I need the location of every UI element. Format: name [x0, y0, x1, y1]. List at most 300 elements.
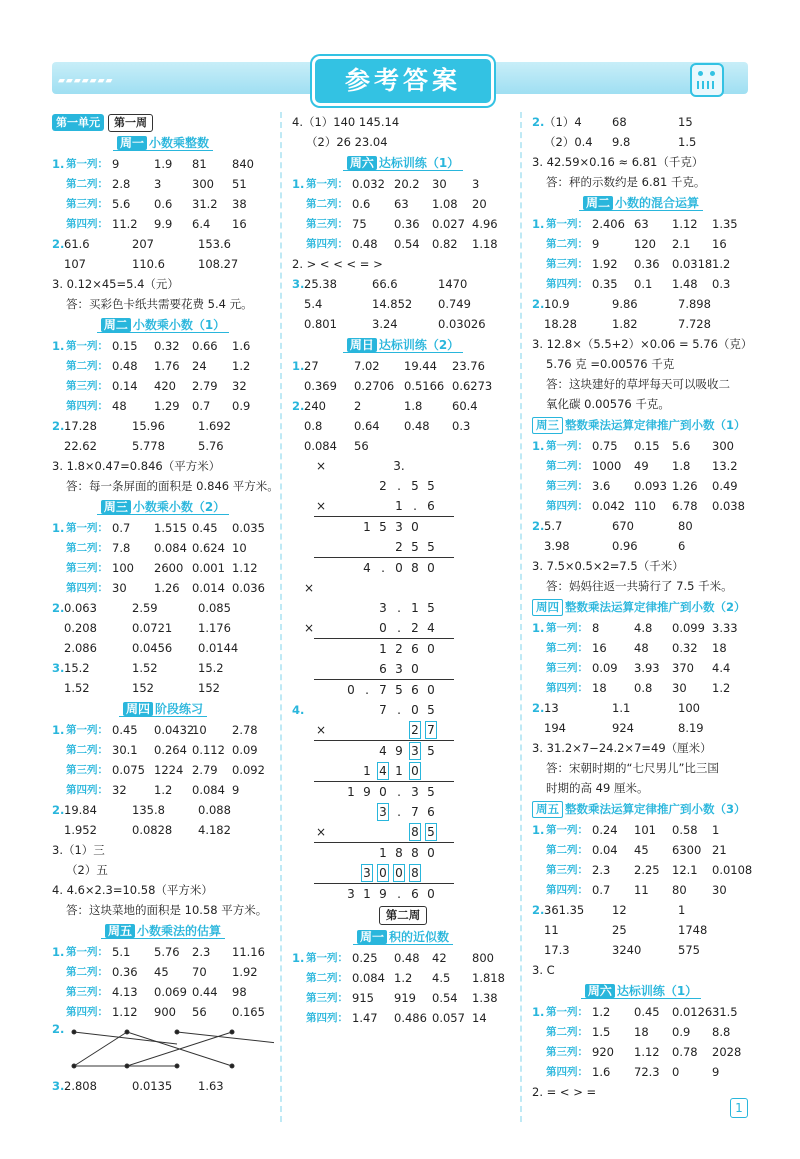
answer-value: 0.0126 [672, 1005, 713, 1019]
answer-value: 0.49 [712, 479, 738, 493]
answer-value: 100 [678, 701, 700, 715]
answer-grid [52, 518, 274, 598]
digit: 0 [376, 863, 390, 883]
multiplication-row [292, 720, 514, 740]
digit: 5 [411, 540, 419, 554]
answer-value: 1.38 [472, 991, 498, 1005]
row-label: 第三列： [66, 764, 108, 776]
answer-grid [292, 396, 514, 456]
digit: 4 [427, 621, 435, 635]
row-label: 第一列： [66, 724, 108, 736]
answer-value: 153.6 [198, 237, 231, 251]
answer-value: 0.063 [64, 601, 97, 615]
answer-value: 920 [592, 1045, 614, 1059]
answer-value: 0.027 [432, 217, 465, 231]
digit: 7 [424, 720, 438, 740]
answer-value: 0.45 [634, 1005, 660, 1019]
digit: 1 [363, 887, 371, 901]
answer-value: 5.4 [304, 297, 323, 311]
question-number: 1. [292, 177, 305, 191]
answer-row [52, 678, 274, 698]
answer-value: 11 [634, 883, 649, 897]
answer-value: 1.82 [612, 317, 638, 331]
answer-row [52, 254, 274, 274]
digit: 6 [427, 499, 435, 513]
digit: 5 [427, 785, 435, 799]
answer-value: 8 [592, 621, 600, 635]
digit: . [365, 683, 369, 697]
answer-value: 56 [354, 439, 369, 453]
answer-value: 0.165 [232, 1005, 265, 1019]
answer-value: 0.0318 [672, 257, 713, 271]
answer-value: 30 [712, 883, 727, 897]
digit: 8 [411, 561, 419, 575]
digit: 6 [411, 642, 419, 656]
answer-value: 80 [678, 519, 693, 533]
column-divider [520, 112, 522, 1122]
digit: 8 [408, 863, 422, 883]
answer-value: 0.64 [354, 419, 380, 433]
answer-value: （1）4 [544, 115, 582, 129]
answer-value: 0.54 [432, 991, 458, 1005]
answer-value: 16 [592, 641, 607, 655]
digit: 0 [408, 761, 422, 781]
answer-row [532, 132, 750, 152]
answer-row [52, 962, 274, 982]
answer-value: 20 [472, 197, 487, 211]
digit: 0 [347, 683, 355, 697]
answer-value: 9.86 [612, 297, 638, 311]
answer-value: 17.28 [64, 419, 97, 433]
digit: 0 [411, 662, 419, 676]
row-label: 第三列： [66, 986, 108, 998]
answer-value: 2.1 [672, 237, 691, 251]
answer-row [532, 496, 750, 516]
answer-value: 51 [232, 177, 247, 191]
answer-column-2 [292, 112, 514, 1028]
answer-value: 1 [678, 903, 686, 917]
answer-value: 7.728 [678, 317, 711, 331]
answer-value: 0.32 [154, 339, 180, 353]
matching-lines [52, 1022, 274, 1076]
section-heading: 周二 小数乘小数（1） [52, 314, 274, 336]
answer-row [292, 988, 514, 1008]
multiplication-row [292, 700, 514, 720]
answer-value: 0.82 [432, 237, 458, 251]
answer-grid [532, 698, 750, 738]
digit: 5 [427, 601, 435, 615]
answer-value: 0.084 [192, 783, 225, 797]
answer-value: 38 [232, 197, 247, 211]
answer-value: 9.8 [612, 135, 631, 149]
answer-value: 1.29 [154, 399, 180, 413]
answer-row [532, 900, 750, 920]
answer-value: 1.12 [634, 1045, 660, 1059]
answer-value: 1.52 [64, 681, 90, 695]
answer-row [292, 396, 514, 416]
question-number: 2. [532, 701, 545, 715]
multiplication-row [292, 761, 514, 781]
answer-value: 8.19 [678, 721, 704, 735]
answer-row [532, 880, 750, 900]
times-sign: × [303, 621, 315, 635]
answer-line: （2）26 23.04 [306, 135, 388, 149]
question-number: 107 [64, 257, 86, 271]
question-number: 1. [52, 157, 65, 171]
answer-value: 63 [394, 197, 409, 211]
multiplication-row [292, 456, 514, 476]
answer-line: 3. C [532, 963, 555, 977]
answer-value: 2028 [712, 1045, 742, 1059]
answer-value: 0.14 [112, 379, 138, 393]
answer-value: 0.088 [198, 803, 231, 817]
answer-value: 0.801 [304, 317, 337, 331]
answer-row [52, 518, 274, 538]
answer-value: 1.12 [112, 1005, 138, 1019]
digit: 7 [379, 683, 387, 697]
answer-value: 0.6 [154, 197, 173, 211]
answer-value: 1.692 [198, 419, 231, 433]
robot-icon [690, 63, 724, 97]
answer-line: （2）五 [66, 863, 108, 877]
section-heading: 周一 小数乘整数 [52, 132, 274, 154]
digit: 0 [411, 703, 419, 717]
answer-value: 30 [672, 681, 687, 695]
question-number: 3. [52, 661, 65, 675]
answer-value: 1470 [438, 277, 468, 291]
row-label: 第四列： [66, 784, 108, 796]
digit: . [397, 621, 401, 635]
answer-value: 0.58 [672, 823, 698, 837]
answer-value: 300 [192, 177, 214, 191]
answer-grid [532, 900, 750, 960]
digit: 0 [392, 863, 406, 883]
answer-value: 7.898 [678, 297, 711, 311]
digit: 9 [363, 785, 371, 799]
answer-sentence: 答：秤的示数约是 6.81 千克。 [546, 175, 706, 189]
answer-value: 9 [592, 237, 600, 251]
answer-value: 0.3 [452, 419, 471, 433]
answer-value: 12 [612, 903, 627, 917]
digit: 0 [427, 846, 435, 860]
answer-value: 1.176 [198, 621, 231, 635]
row-label: 第一列： [546, 218, 588, 230]
answer-value: 19.84 [64, 803, 97, 817]
multiplication-row [292, 537, 514, 557]
answer-value: 0.0456 [132, 641, 173, 655]
answer-value: 840 [232, 157, 254, 171]
answer-row [532, 1062, 750, 1082]
question-number: 2. [532, 903, 545, 917]
answer-value: 0.0432 [154, 723, 195, 737]
question-number: 22.62 [64, 439, 97, 453]
answer-value: 5.76 [198, 439, 224, 453]
answer-value: 0.6273 [452, 379, 493, 393]
answer-row [292, 294, 514, 314]
answer-value: 919 [394, 991, 416, 1005]
answer-value: 135.8 [132, 803, 165, 817]
answer-value: 0.96 [612, 539, 638, 553]
answer-value: 6 [678, 539, 686, 553]
answer-value: 1.5 [592, 1025, 611, 1039]
answer-value: 0.084 [352, 971, 385, 985]
answer-row [532, 698, 750, 718]
times-sign: × [303, 581, 315, 595]
digit: 0 [427, 887, 435, 901]
answer-grid [532, 112, 750, 152]
answer-row [532, 254, 750, 274]
answer-value: 32 [112, 783, 127, 797]
answer-value: 2.808 [64, 1079, 97, 1093]
question-number: 1. [532, 439, 545, 453]
comparison-answers: 2. > < < < = > [292, 257, 383, 271]
answer-value: 13.2 [712, 459, 738, 473]
row-label: 第一列： [66, 340, 108, 352]
answer-grid [52, 336, 274, 416]
digit: 9 [395, 744, 403, 758]
answer-value: 18 [712, 641, 727, 655]
digit: 0 [379, 785, 387, 799]
row-label: 第三列： [66, 562, 108, 574]
answer-value: 0.78 [672, 1045, 698, 1059]
answer-value: 1.8 [672, 459, 691, 473]
answer-value: 924 [612, 721, 634, 735]
answer-value: 1.26 [672, 479, 698, 493]
multiplication-row [292, 741, 514, 761]
answer-value: 2.8 [112, 177, 131, 191]
answer-value: 24 [192, 359, 207, 373]
answer-equation: 3. 0.12×45=5.4（元） [52, 277, 179, 291]
digit: 0 [411, 520, 419, 534]
answer-value: 0 [672, 1065, 680, 1079]
answer-row [532, 476, 750, 496]
comparison-answers: 2. = < > = [532, 1085, 597, 1099]
answer-row [292, 174, 514, 194]
answer-value: 0.25 [352, 951, 378, 965]
answer-value: 108.27 [198, 257, 239, 271]
answer-value: 2.79 [192, 379, 218, 393]
answer-sentence: 答：这块建好的草坪每天可以吸收二 [546, 377, 730, 391]
answer-value: 1748 [678, 923, 708, 937]
answer-row [532, 456, 750, 476]
row-label: 第四列： [66, 582, 108, 594]
answer-row [532, 1002, 750, 1022]
answer-row [292, 1008, 514, 1028]
answer-row [52, 658, 274, 678]
digit: 2 [395, 642, 403, 656]
row-label: 第四列： [66, 1006, 108, 1018]
answer-equation: 4. 4.6×2.3=10.58（平方米） [52, 883, 213, 897]
digit: 1 [363, 520, 371, 534]
answer-value: 0.038 [712, 499, 745, 513]
question-number: 1. [52, 521, 65, 535]
answer-row [532, 274, 750, 294]
row-label: 第二列： [66, 966, 108, 978]
answer-value: 370 [672, 661, 694, 675]
answer-value: 0.112 [192, 743, 225, 757]
answer-value: 420 [154, 379, 176, 393]
answer-line: 3.（1）三 [52, 843, 105, 857]
answer-value: 4.4 [712, 661, 731, 675]
answer-value: 0.36 [112, 965, 138, 979]
answer-value: 14 [472, 1011, 487, 1025]
answer-value: 0.35 [592, 277, 618, 291]
question-number: 1. [532, 217, 545, 231]
digit: 3 [408, 741, 422, 761]
digit: 1 [379, 846, 387, 860]
answer-value: 9 [712, 1065, 720, 1079]
answer-row [52, 336, 274, 356]
answer-column-1 [52, 112, 279, 1096]
answer-row [532, 1022, 750, 1042]
digit: 5 [427, 540, 435, 554]
answer-value: 9.9 [154, 217, 173, 231]
answer-value: 0.32 [672, 641, 698, 655]
answer-equation: 3. 7.5×0.5×2=7.5（千米） [532, 559, 684, 573]
answer-value: 1.2 [712, 257, 731, 271]
answer-value: 1.5 [678, 135, 697, 149]
answer-row [52, 1076, 274, 1096]
answer-value: 11.16 [232, 945, 265, 959]
multiplication-row [292, 598, 514, 618]
answer-value: 0.15 [112, 339, 138, 353]
answer-value: 25 [612, 923, 627, 937]
answer-value: 0.014 [192, 581, 225, 595]
answer-sentence: 答：每一条屏面的面积是 0.846 平方米。 [66, 479, 279, 493]
answer-value: 0.069 [154, 985, 187, 999]
question-number: 1. [532, 1005, 545, 1019]
answer-value: 1 [712, 823, 720, 837]
section-heading: 周日 达标训练（2） [292, 334, 514, 356]
answer-grid [532, 1002, 750, 1082]
digit: 2 [411, 621, 419, 635]
answer-grid [532, 820, 753, 900]
row-label: 第二列： [546, 844, 588, 856]
digit: . [397, 703, 401, 717]
answer-line: 5.76 克 =0.00576 千克 [546, 357, 675, 371]
multiplication-row [292, 659, 514, 679]
answer-row [532, 638, 750, 658]
multiplication-row [292, 884, 514, 904]
answer-value: 0.9 [232, 399, 251, 413]
answer-row [52, 780, 274, 800]
answer-value: 1.8 [404, 399, 423, 413]
vertical-multiplication: 3. × 2 . 5 5 × 1 . 6 1 5 3 0 2 5 5 4 . 0 8 0 × 3 . 1 5 × 0 . 2 4 1 2 6 0 6 3 0 0 . 7 5 6 0 4. 7 . 0 5 × 2 7 4 9 3 5 1 4 1 0 1 9 0 . 3 5 3 . 7 6 × 8 5 1 8 8 0 3 0 0 8 3 1 9 . 6 0 [292, 456, 514, 904]
answer-value: 3.24 [372, 317, 398, 331]
answer-value: 3.93 [634, 661, 660, 675]
section-heading: 周六 达标训练（1） [532, 980, 750, 1002]
answer-equation: 3. 1.8×0.47=0.846（平方米） [52, 459, 221, 473]
answer-value: 0.624 [192, 541, 225, 555]
answer-value: 0.48 [404, 419, 430, 433]
section-heading: 周二 小数的混合运算 [532, 192, 750, 214]
multiplication-row [292, 578, 514, 598]
answer-value: 4.13 [112, 985, 138, 999]
answer-value: 1.26 [154, 581, 180, 595]
answer-value: 100 [112, 561, 134, 575]
answer-value: 2.3 [592, 863, 611, 877]
answer-column-3 [532, 112, 753, 1102]
row-label: 第三列： [546, 1046, 588, 1058]
answer-value: 18.28 [544, 317, 577, 331]
answer-value: 575 [678, 943, 700, 957]
answer-value: 14.852 [372, 297, 413, 311]
answer-grid [532, 516, 750, 556]
digit: 3 [379, 601, 387, 615]
answer-value: 2.78 [232, 723, 258, 737]
answer-value: 1.952 [64, 823, 97, 837]
answer-grid [532, 214, 750, 294]
answer-row [52, 436, 274, 456]
answer-value: 7.02 [354, 359, 380, 373]
answer-value: 0.66 [192, 339, 218, 353]
column-divider [280, 112, 282, 1122]
answer-value: 0.0721 [132, 621, 173, 635]
answer-value: 5.778 [132, 439, 165, 453]
answer-value: 8.8 [712, 1025, 731, 1039]
answer-value: 0.48 [352, 237, 378, 251]
answer-value: 0.092 [232, 763, 265, 777]
digit: 0 [427, 561, 435, 575]
row-label: 第四列： [66, 218, 108, 230]
digit: 4 [363, 561, 371, 575]
answer-value: 2.3 [192, 945, 211, 959]
multiplication-block [292, 578, 514, 700]
answer-row [292, 314, 514, 334]
answer-value: 1.2 [232, 359, 251, 373]
times-sign: × [315, 723, 327, 737]
answer-value: 3 [472, 177, 480, 191]
answer-value: 1.48 [672, 277, 698, 291]
answer-value: 1.6 [232, 339, 251, 353]
answer-value: 1.2 [592, 1005, 611, 1019]
multiplication-block [292, 700, 514, 802]
answer-value: 32 [232, 379, 247, 393]
question-number: 2. [52, 237, 65, 251]
answer-value: 3240 [612, 943, 642, 957]
answer-value: 68 [612, 115, 627, 129]
answer-row [532, 658, 750, 678]
digit: 5 [411, 479, 419, 493]
answer-value: 0.1 [634, 277, 653, 291]
digit: 2 [408, 720, 422, 740]
row-label: 第一列： [66, 158, 108, 170]
answer-row [52, 254, 274, 274]
answer-value: 2.086 [64, 641, 97, 655]
answer-value: 2.406 [592, 217, 625, 231]
row-label: 第二列： [66, 360, 108, 372]
page-number: 1 [730, 1098, 748, 1118]
multiplication-row [292, 558, 514, 578]
answer-value: 42 [432, 951, 447, 965]
times-sign: × [315, 459, 327, 473]
question-number: 2. [532, 297, 545, 311]
answer-value: 1.18 [472, 237, 498, 251]
multiplication-row [292, 782, 514, 802]
row-label: 第四列： [306, 238, 348, 250]
answer-value: 0.36 [394, 217, 420, 231]
answer-value: 0.5166 [404, 379, 445, 393]
answer-value: 0.057 [432, 1011, 465, 1025]
digit: 8 [408, 822, 422, 842]
row-label: 第三列： [546, 480, 588, 492]
section-heading: 周六 达标训练（1） [292, 152, 514, 174]
digit: 1 [379, 642, 387, 656]
answer-value: 27 [304, 359, 319, 373]
digit: 5 [427, 703, 435, 717]
answer-value: 60.4 [452, 399, 478, 413]
answer-sentence: 时期的高 49 厘米。 [546, 781, 649, 795]
